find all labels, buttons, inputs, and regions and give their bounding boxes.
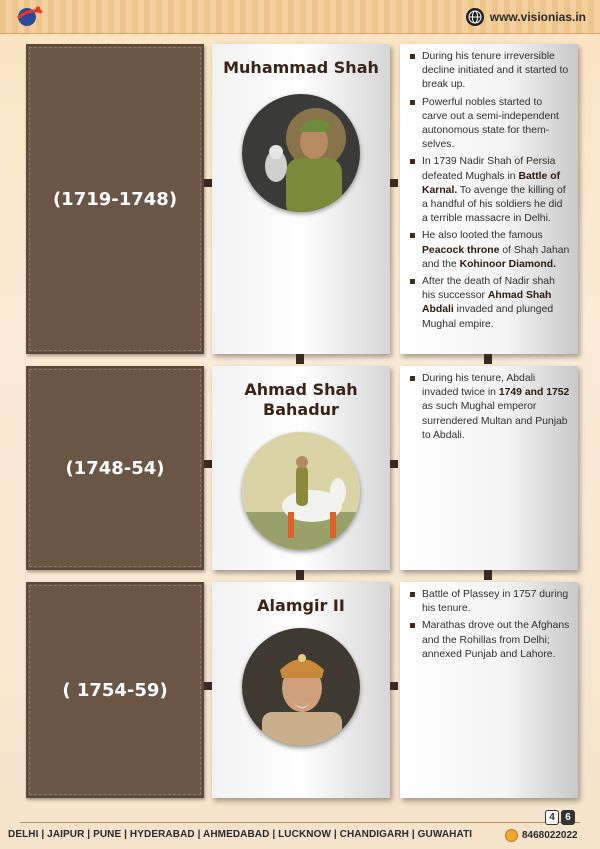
portrait-alamgir-ii xyxy=(242,628,360,746)
ruler-card-row-3 xyxy=(212,582,390,798)
bullet-text: Marathas drove out the Afghans and the Rohillas from Delhi; annexed Punjab and Lahore. xyxy=(422,620,570,660)
footer-phone[interactable] xyxy=(505,829,578,842)
bold-term: 1749 and 1752 xyxy=(498,387,570,399)
page-digit: 4 xyxy=(545,810,559,825)
bullet-text: In 1739 Nadir Shah of Persia defeated Mughals in xyxy=(422,156,556,182)
phone-icon xyxy=(505,829,518,842)
bold-term: Battle of Karnal. xyxy=(422,170,561,196)
bold-term: Kohinoor Diamond. xyxy=(459,258,556,270)
vertical-link xyxy=(296,354,304,364)
site-url: www.visionias.in xyxy=(489,10,586,24)
bullet-text: He also looted the famous xyxy=(422,230,543,242)
footer-divider xyxy=(20,822,580,823)
bullet-text: During his tenure irreversible decline initiated and it started to break up. xyxy=(422,51,569,91)
bullet-text: Powerful nobles started to carve out a semi-independent autonomous state for them-selves. xyxy=(422,96,559,151)
page-number xyxy=(545,810,575,825)
ruler-card-row-2 xyxy=(212,366,390,570)
portrait-muhammad-shah xyxy=(242,94,360,212)
bullet-text: as such Mughal emperor surrendered Multan and Punjab to Abdali. xyxy=(422,401,568,441)
bullet-item xyxy=(408,96,570,153)
connector-dot xyxy=(390,682,398,690)
connector-dot xyxy=(204,460,212,468)
bullet-list xyxy=(408,588,570,662)
bullet-item xyxy=(408,588,570,616)
ruler-name: Ahmad Shah Bahadur xyxy=(244,380,358,419)
bullet-text: To avenge the killing of a handful of his soldiers he did a terrible massacre in Delhi. xyxy=(422,184,566,225)
bold-term: Peacock throne xyxy=(422,244,500,256)
bullet-list xyxy=(408,50,570,332)
info-panel-row-1 xyxy=(400,44,578,354)
bullet-item xyxy=(408,275,570,332)
bullet-item xyxy=(408,229,570,272)
info-panel-row-3 xyxy=(400,582,578,798)
bullet-text: After the death of Nadir shah his successor xyxy=(422,276,555,302)
bullet-text: During his tenure, Abdali invaded twice in xyxy=(422,373,536,399)
footer-cities: DELHI | JAIPUR | PUNE | HYDERABAD | AHMEDABAD | LUCKNOW | CHANDIGARH | GUWAHATI xyxy=(8,829,473,840)
bullet-item xyxy=(408,372,570,443)
site-link[interactable] xyxy=(466,8,586,26)
page-digit: 6 xyxy=(561,810,575,825)
bullet-text: Battle of Plassey in 1757 during his tenure. xyxy=(422,589,569,615)
globe-icon xyxy=(466,8,484,26)
bullet-item xyxy=(408,619,570,662)
ruler-card-row-1 xyxy=(212,44,390,354)
portrait-ahmad-shah-bahadur xyxy=(242,432,360,550)
ruler-name: Muhammad Shah xyxy=(223,58,379,77)
year-range: ( 1754-59) xyxy=(62,679,168,701)
year-box-row-1 xyxy=(26,44,204,354)
header-band xyxy=(0,0,600,34)
year-range: (1748-54) xyxy=(65,457,165,479)
connector-dot xyxy=(390,460,398,468)
bullet-item xyxy=(408,50,570,93)
vertical-link xyxy=(484,354,492,364)
bullet-text: of Shah Jahan and the xyxy=(422,244,570,270)
connector-dot xyxy=(204,682,212,690)
logo-icon xyxy=(14,4,44,28)
connector-dot xyxy=(204,179,212,187)
year-box-row-3 xyxy=(26,582,204,798)
vertical-link xyxy=(296,570,304,580)
phone-number: 8468022022 xyxy=(522,830,578,841)
vertical-link xyxy=(484,570,492,580)
info-panel-row-2 xyxy=(400,366,578,570)
connector-dot xyxy=(390,179,398,187)
bullet-list xyxy=(408,372,570,443)
year-box-row-2 xyxy=(26,366,204,570)
bullet-text: invaded and plunged Mughal empire. xyxy=(422,304,554,330)
bullet-item xyxy=(408,155,570,226)
bold-term: Ahmad Shah Abdali xyxy=(422,290,552,316)
year-range: (1719-1748) xyxy=(52,188,178,210)
ruler-name: Alamgir II xyxy=(257,596,345,615)
